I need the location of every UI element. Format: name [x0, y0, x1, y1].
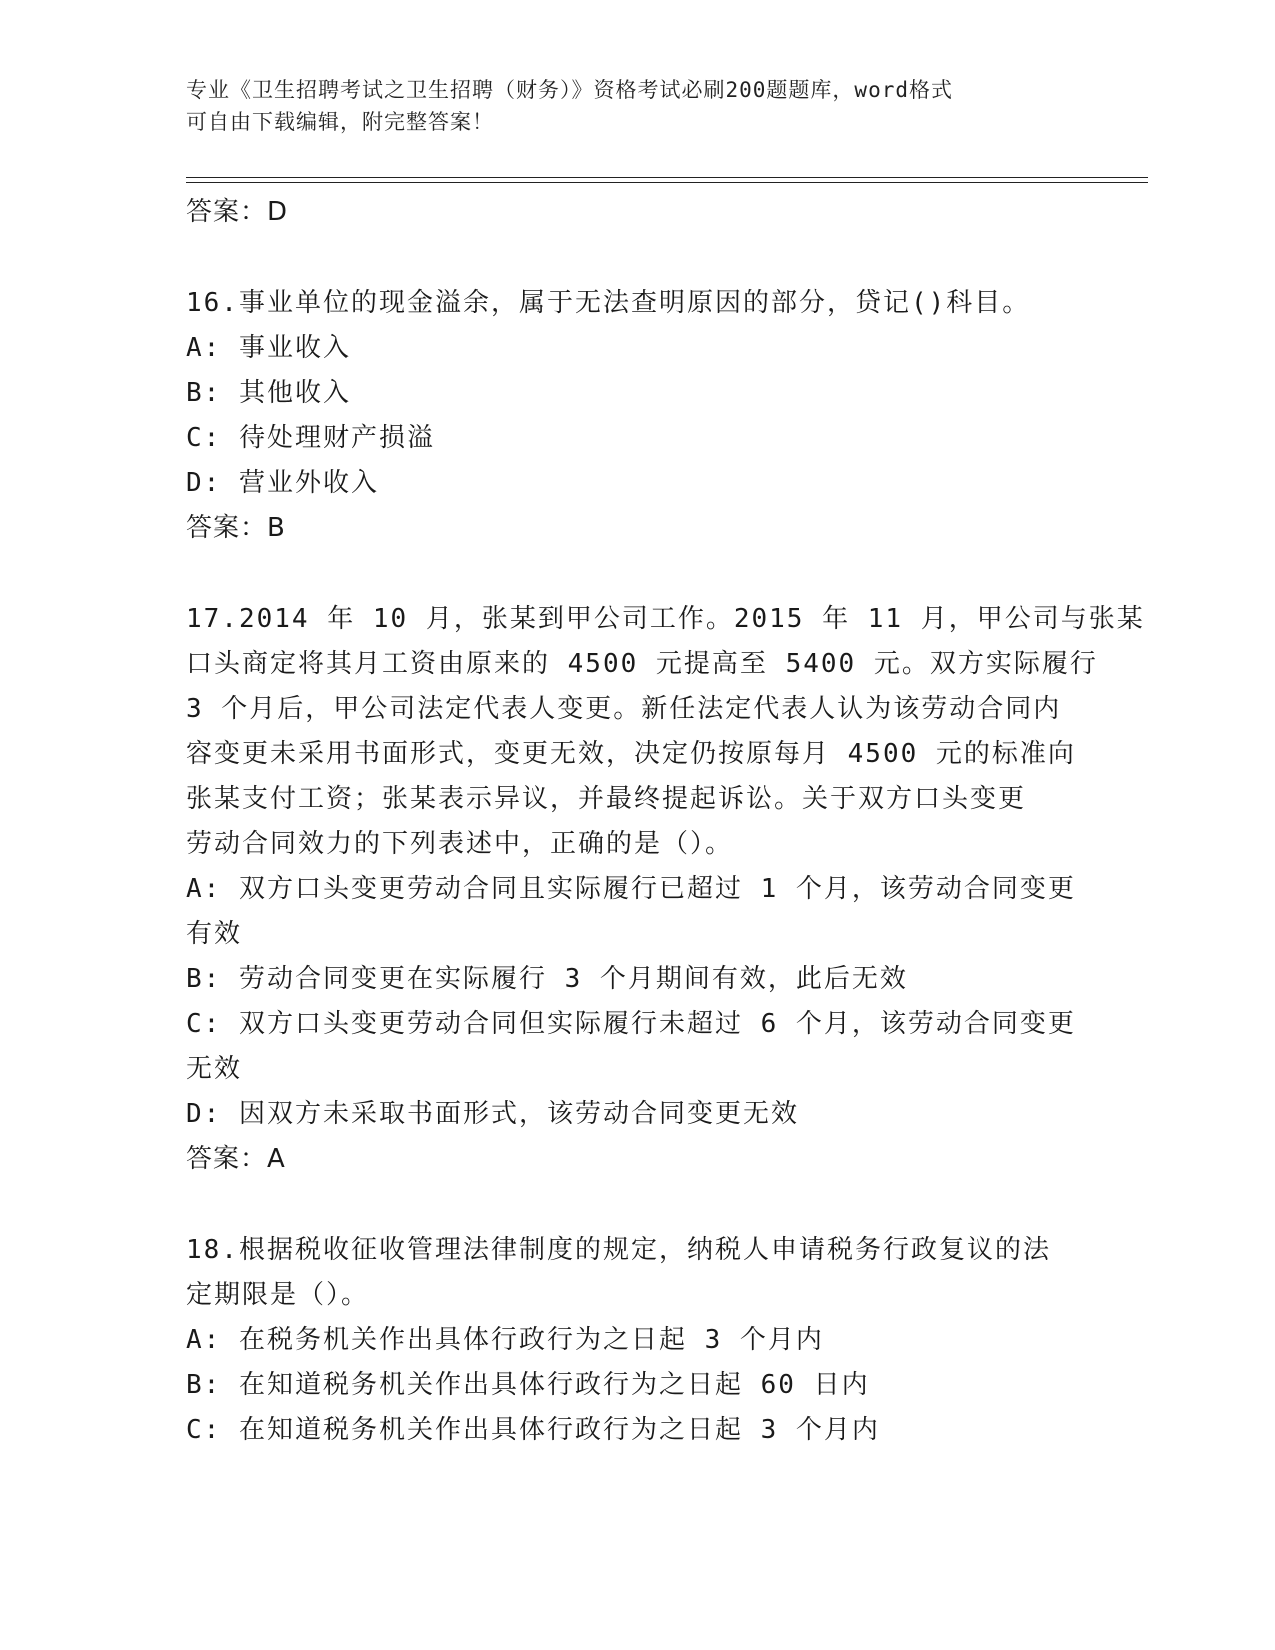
option-c: C: 双方口头变更劳动合同但实际履行未超过 6 个月，该劳动合同变更 [186, 1009, 1076, 1039]
spacer [186, 1182, 1086, 1228]
question-stem-line: 定期限是（）。 [186, 1280, 370, 1310]
option-a-continued: 有效 [186, 919, 243, 949]
option-a: A: 双方口头变更劳动合同且实际履行已超过 1 个月，该劳动合同变更 [186, 874, 1076, 904]
answer-16: 答案：B [186, 513, 286, 543]
spacer [186, 551, 1086, 597]
question-stem-line: 口头商定将其月工资由原来的 4500 元提高至 5400 元。双方实际履行 [186, 649, 1098, 679]
option-b: B: 在知道税务机关作出具体行政行为之日起 60 日内 [186, 1370, 870, 1400]
question-stem-line: 17.2014 年 10 月，张某到甲公司工作。2015 年 11 月，甲公司与张某 [186, 604, 1145, 634]
option-c-continued: 无效 [186, 1054, 243, 1084]
question-stem-line: 18.根据税收征收管理法律制度的规定，纳税人申请税务行政复议的法 [186, 1235, 1051, 1265]
question-17 [186, 597, 1145, 1182]
question-stem-line: 劳动合同效力的下列表述中，正确的是（）。 [186, 829, 734, 859]
header-line-2: 可自由下载编辑，附完整答案！ [186, 110, 494, 134]
question-content [186, 190, 1145, 1453]
option-a: A: 在税务机关作出具体行政行为之日起 3 个月内 [186, 1325, 824, 1355]
option-d: D: 因双方未采取书面形式，该劳动合同变更无效 [186, 1099, 799, 1129]
option-d: D: 营业外收入 [186, 468, 379, 498]
spacer [186, 235, 1086, 281]
header-rule-top [186, 177, 1148, 178]
header-line-1: 专业《卫生招聘考试之卫生招聘（财务）》资格考试必刷200题题库，word格式 [186, 78, 953, 102]
answer-17: 答案：A [186, 1144, 286, 1174]
option-b: B: 劳动合同变更在实际履行 3 个月期间有效，此后无效 [186, 964, 908, 994]
question-stem-line: 3 个月后，甲公司法定代表人变更。新任法定代表人认为该劳动合同内 [186, 694, 1062, 724]
question-stem: 16.事业单位的现金溢余，属于无法查明原因的部分，贷记()科目。 [186, 288, 1031, 318]
page-header [186, 74, 1066, 138]
option-b: B: 其他收入 [186, 378, 351, 408]
question-16 [186, 281, 1086, 551]
option-c: C: 待处理财产损溢 [186, 423, 435, 453]
question-stem-line: 容变更未采用书面形式，变更无效，决定仍按原每月 4500 元的标准向 [186, 739, 1076, 769]
question-stem-line: 张某支付工资；张某表示异议，并最终提起诉讼。关于双方口头变更 [186, 784, 1027, 814]
answer-15: 答案：D [186, 197, 289, 227]
option-a: A: 事业收入 [186, 333, 351, 363]
option-c: C: 在知道税务机关作出具体行政行为之日起 3 个月内 [186, 1415, 880, 1445]
question-18 [186, 1228, 1086, 1453]
header-rule-bottom [186, 182, 1148, 183]
